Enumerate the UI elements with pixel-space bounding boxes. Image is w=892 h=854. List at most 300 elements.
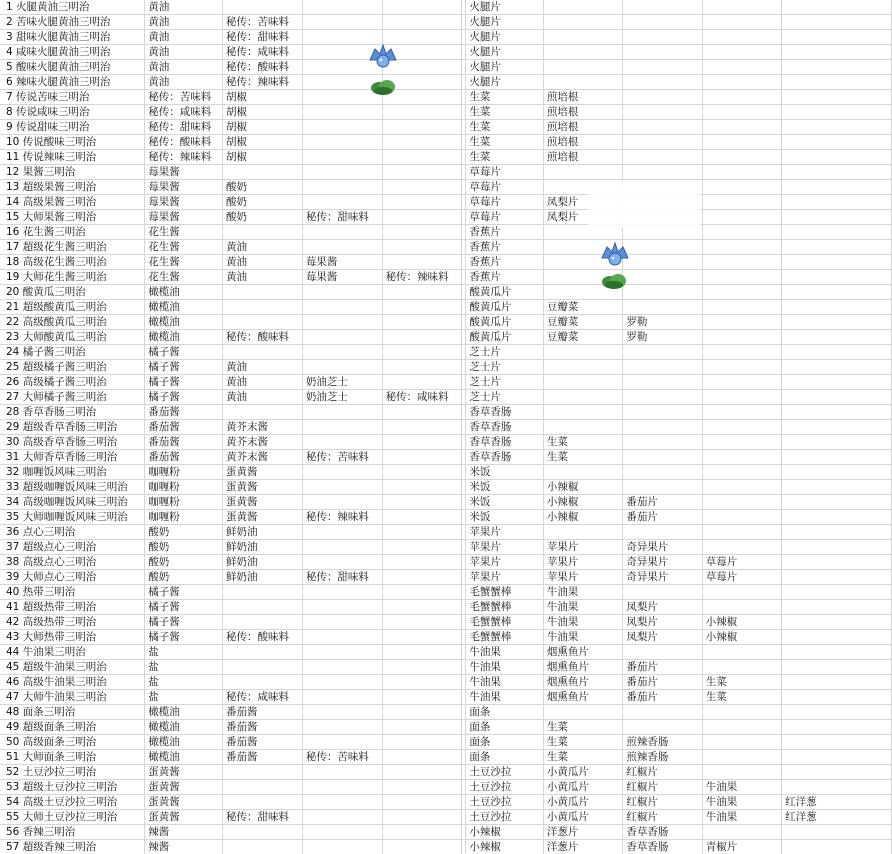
ingredient-cell[interactable] — [702, 225, 781, 240]
ingredient-cell[interactable]: 苹果片 — [466, 570, 543, 585]
ingredient-cell[interactable] — [382, 825, 462, 840]
ingredient-cell[interactable] — [623, 645, 702, 660]
ingredient-cell[interactable] — [382, 630, 462, 645]
ingredient-cell[interactable] — [782, 180, 892, 195]
ingredient-cell[interactable]: 烟熏鱼片 — [543, 675, 622, 690]
ingredient-cell[interactable] — [382, 450, 462, 465]
ingredient-cell[interactable]: 煎培根 — [543, 105, 622, 120]
ingredient-cell[interactable] — [302, 780, 382, 795]
ingredient-cell[interactable] — [382, 15, 462, 30]
recipe-name-cell[interactable]: 34 高级咖喱饭风味三明治 — [0, 495, 145, 510]
ingredient-cell[interactable] — [623, 45, 702, 60]
ingredient-cell[interactable]: 酸黄瓜片 — [466, 300, 543, 315]
ingredient-cell[interactable]: 黄油 — [145, 75, 223, 90]
ingredient-cell[interactable] — [702, 390, 781, 405]
ingredient-cell[interactable]: 毛蟹蟹棒 — [466, 615, 543, 630]
ingredient-cell[interactable] — [302, 465, 382, 480]
ingredient-cell[interactable]: 豆瓣菜 — [543, 315, 622, 330]
ingredient-cell[interactable] — [543, 465, 622, 480]
recipe-name-cell[interactable]: 51 大师面条三明治 — [0, 750, 145, 765]
ingredient-cell[interactable]: 小辣椒 — [543, 480, 622, 495]
recipe-name-cell[interactable]: 36 点心三明治 — [0, 525, 145, 540]
ingredient-cell[interactable] — [382, 105, 462, 120]
ingredient-cell[interactable]: 秘传：甜味料 — [302, 210, 382, 225]
ingredient-cell[interactable] — [302, 435, 382, 450]
ingredient-cell[interactable]: 苹果片 — [543, 570, 622, 585]
ingredient-cell[interactable]: 草莓片 — [702, 555, 781, 570]
recipe-name-cell[interactable]: 1 火腿黄油三明治 — [0, 0, 145, 15]
ingredient-cell[interactable]: 秘传：咸味料 — [223, 690, 303, 705]
ingredient-cell[interactable]: 番茄片 — [623, 690, 702, 705]
ingredient-cell[interactable] — [223, 600, 303, 615]
ingredient-cell[interactable]: 秘传：酸味料 — [223, 330, 303, 345]
ingredient-cell[interactable]: 香蕉片 — [466, 255, 543, 270]
ingredient-cell[interactable]: 番茄片 — [623, 675, 702, 690]
ingredient-cell[interactable] — [382, 210, 462, 225]
ingredient-cell[interactable]: 苹果片 — [543, 540, 622, 555]
ingredient-cell[interactable]: 小辣椒 — [543, 510, 622, 525]
ingredient-cell[interactable] — [702, 660, 781, 675]
ingredient-cell[interactable]: 凤梨片 — [543, 195, 622, 210]
ingredient-cell[interactable] — [302, 420, 382, 435]
ingredient-cell[interactable] — [382, 285, 462, 300]
ingredient-cell[interactable] — [782, 0, 892, 15]
recipe-name-cell[interactable]: 17 超级花生酱三明治 — [0, 240, 145, 255]
ingredient-cell[interactable] — [382, 780, 462, 795]
ingredient-cell[interactable]: 牛油果 — [466, 660, 543, 675]
ingredient-cell[interactable] — [702, 105, 781, 120]
ingredient-cell[interactable] — [543, 375, 622, 390]
ingredient-cell[interactable]: 莓果酱 — [302, 255, 382, 270]
ingredient-cell[interactable]: 奶油芝士 — [302, 375, 382, 390]
ingredient-cell[interactable] — [543, 0, 622, 15]
ingredient-cell[interactable] — [382, 120, 462, 135]
recipe-name-cell[interactable]: 14 高级果酱三明治 — [0, 195, 145, 210]
ingredient-cell[interactable] — [782, 510, 892, 525]
ingredient-cell[interactable] — [302, 360, 382, 375]
ingredient-cell[interactable] — [782, 195, 892, 210]
recipe-name-cell[interactable]: 35 大师咖喱饭风味三明治 — [0, 510, 145, 525]
ingredient-cell[interactable]: 橘子酱 — [145, 585, 223, 600]
ingredient-cell[interactable] — [543, 45, 622, 60]
ingredient-cell[interactable]: 黄油 — [145, 30, 223, 45]
ingredient-cell[interactable] — [302, 330, 382, 345]
ingredient-cell[interactable]: 蛋黄酱 — [223, 465, 303, 480]
ingredient-cell[interactable] — [702, 705, 781, 720]
ingredient-cell[interactable]: 火腿片 — [466, 45, 543, 60]
ingredient-cell[interactable] — [302, 180, 382, 195]
ingredient-cell[interactable]: 小黄瓜片 — [543, 765, 622, 780]
ingredient-cell[interactable]: 酸奶 — [145, 540, 223, 555]
ingredient-cell[interactable]: 莓果酱 — [145, 180, 223, 195]
ingredient-cell[interactable] — [543, 405, 622, 420]
ingredient-cell[interactable]: 花生酱 — [145, 255, 223, 270]
ingredient-cell[interactable] — [382, 330, 462, 345]
ingredient-cell[interactable] — [382, 675, 462, 690]
ingredient-cell[interactable] — [782, 60, 892, 75]
ingredient-cell[interactable]: 番茄酱 — [223, 750, 303, 765]
ingredient-cell[interactable] — [623, 105, 702, 120]
ingredient-cell[interactable]: 橄榄油 — [145, 735, 223, 750]
ingredient-cell[interactable]: 面条 — [466, 705, 543, 720]
ingredient-cell[interactable] — [782, 405, 892, 420]
ingredient-cell[interactable] — [382, 645, 462, 660]
recipe-name-cell[interactable]: 38 高级点心三明治 — [0, 555, 145, 570]
ingredient-cell[interactable] — [543, 525, 622, 540]
ingredient-cell[interactable]: 咖喱粉 — [145, 480, 223, 495]
ingredient-cell[interactable] — [702, 375, 781, 390]
recipe-name-cell[interactable]: 32 咖喱饭风味三明治 — [0, 465, 145, 480]
recipe-name-cell[interactable]: 41 超级热带三明治 — [0, 600, 145, 615]
recipe-name-cell[interactable]: 54 高级土豆沙拉三明治 — [0, 795, 145, 810]
ingredient-cell[interactable] — [782, 750, 892, 765]
ingredient-cell[interactable] — [382, 840, 462, 854]
ingredient-cell[interactable] — [623, 120, 702, 135]
ingredient-cell[interactable]: 黄油 — [223, 240, 303, 255]
ingredient-cell[interactable]: 酸黄瓜片 — [466, 330, 543, 345]
ingredient-cell[interactable] — [302, 555, 382, 570]
ingredient-cell[interactable] — [623, 300, 702, 315]
ingredient-cell[interactable] — [543, 345, 622, 360]
ingredient-cell[interactable]: 鲜奶油 — [223, 525, 303, 540]
ingredient-cell[interactable]: 苹果片 — [466, 555, 543, 570]
ingredient-cell[interactable] — [302, 765, 382, 780]
ingredient-cell[interactable] — [782, 360, 892, 375]
ingredient-cell[interactable]: 香草香肠 — [623, 825, 702, 840]
ingredient-cell[interactable]: 芝士片 — [466, 345, 543, 360]
ingredient-cell[interactable]: 豆瓣菜 — [543, 330, 622, 345]
ingredient-cell[interactable] — [702, 315, 781, 330]
ingredient-cell[interactable] — [782, 330, 892, 345]
ingredient-cell[interactable]: 煎辣香肠 — [623, 735, 702, 750]
ingredient-cell[interactable] — [382, 465, 462, 480]
ingredient-cell[interactable]: 香草香肠 — [466, 450, 543, 465]
ingredient-cell[interactable] — [223, 345, 303, 360]
ingredient-cell[interactable]: 黄油 — [223, 375, 303, 390]
recipe-name-cell[interactable]: 20 酸黄瓜三明治 — [0, 285, 145, 300]
ingredient-cell[interactable] — [623, 450, 702, 465]
ingredient-cell[interactable]: 凤梨片 — [543, 210, 622, 225]
ingredient-cell[interactable] — [623, 270, 702, 285]
ingredient-cell[interactable]: 秘传：辣味料 — [302, 510, 382, 525]
ingredient-cell[interactable] — [302, 405, 382, 420]
ingredient-cell[interactable] — [782, 450, 892, 465]
ingredient-cell[interactable] — [382, 405, 462, 420]
ingredient-cell[interactable]: 秘传：酸味料 — [223, 60, 303, 75]
ingredient-cell[interactable] — [223, 405, 303, 420]
ingredient-cell[interactable] — [382, 705, 462, 720]
ingredient-cell[interactable] — [382, 255, 462, 270]
ingredient-cell[interactable]: 烟熏鱼片 — [543, 660, 622, 675]
ingredient-cell[interactable] — [782, 45, 892, 60]
ingredient-cell[interactable] — [782, 840, 892, 854]
ingredient-cell[interactable]: 小辣椒 — [466, 840, 543, 854]
ingredient-cell[interactable] — [702, 600, 781, 615]
ingredient-cell[interactable]: 土豆沙拉 — [466, 765, 543, 780]
ingredient-cell[interactable]: 橄榄油 — [145, 285, 223, 300]
ingredient-cell[interactable]: 毛蟹蟹棒 — [466, 630, 543, 645]
ingredient-cell[interactable] — [782, 420, 892, 435]
ingredient-cell[interactable]: 秘传：苦味料 — [302, 450, 382, 465]
recipe-name-cell[interactable]: 56 香辣三明治 — [0, 825, 145, 840]
ingredient-cell[interactable]: 番茄酱 — [145, 420, 223, 435]
ingredient-cell[interactable] — [782, 555, 892, 570]
ingredient-cell[interactable] — [382, 300, 462, 315]
ingredient-cell[interactable]: 牛油果 — [543, 630, 622, 645]
recipe-name-cell[interactable]: 33 超级咖喱饭风味三明治 — [0, 480, 145, 495]
ingredient-cell[interactable]: 酸黄瓜片 — [466, 285, 543, 300]
ingredient-cell[interactable] — [382, 555, 462, 570]
recipe-name-cell[interactable]: 6 辣味火腿黄油三明治 — [0, 75, 145, 90]
ingredient-cell[interactable] — [702, 480, 781, 495]
ingredient-cell[interactable]: 蛋黄酱 — [145, 810, 223, 825]
ingredient-cell[interactable] — [782, 105, 892, 120]
ingredient-cell[interactable]: 牛油果 — [466, 690, 543, 705]
ingredient-cell[interactable] — [623, 15, 702, 30]
ingredient-cell[interactable]: 黄芥末酱 — [223, 435, 303, 450]
ingredient-cell[interactable] — [382, 735, 462, 750]
ingredient-cell[interactable] — [623, 240, 702, 255]
ingredient-cell[interactable] — [702, 135, 781, 150]
ingredient-cell[interactable]: 红椒片 — [623, 810, 702, 825]
ingredient-cell[interactable]: 橘子酱 — [145, 390, 223, 405]
ingredient-cell[interactable] — [302, 645, 382, 660]
ingredient-cell[interactable]: 火腿片 — [466, 15, 543, 30]
ingredient-cell[interactable] — [302, 660, 382, 675]
ingredient-cell[interactable]: 酸奶 — [223, 180, 303, 195]
ingredient-cell[interactable]: 秘传：苦味料 — [223, 15, 303, 30]
recipe-name-cell[interactable]: 26 高级橘子酱三明治 — [0, 375, 145, 390]
recipe-name-cell[interactable]: 45 超级牛油果三明治 — [0, 660, 145, 675]
ingredient-cell[interactable]: 红椒片 — [623, 765, 702, 780]
ingredient-cell[interactable]: 橄榄油 — [145, 330, 223, 345]
ingredient-cell[interactable] — [782, 585, 892, 600]
ingredient-cell[interactable] — [223, 300, 303, 315]
ingredient-cell[interactable]: 烟熏鱼片 — [543, 645, 622, 660]
ingredient-cell[interactable] — [302, 495, 382, 510]
ingredient-cell[interactable] — [782, 495, 892, 510]
ingredient-cell[interactable]: 橘子酱 — [145, 375, 223, 390]
ingredient-cell[interactable]: 黄油 — [145, 60, 223, 75]
ingredient-cell[interactable]: 橄榄油 — [145, 750, 223, 765]
ingredient-cell[interactable]: 火腿片 — [466, 75, 543, 90]
ingredient-cell[interactable]: 黄油 — [145, 45, 223, 60]
ingredient-cell[interactable]: 番茄酱 — [223, 720, 303, 735]
ingredient-cell[interactable] — [702, 120, 781, 135]
ingredient-cell[interactable]: 秘传：咸味料 — [223, 45, 303, 60]
recipe-name-cell[interactable]: 31 大师香草香肠三明治 — [0, 450, 145, 465]
recipe-name-cell[interactable]: 10 传说酸味三明治 — [0, 135, 145, 150]
ingredient-cell[interactable]: 黄油 — [223, 255, 303, 270]
ingredient-cell[interactable] — [623, 480, 702, 495]
ingredient-cell[interactable] — [623, 420, 702, 435]
ingredient-cell[interactable]: 罗勒 — [623, 315, 702, 330]
ingredient-cell[interactable] — [623, 135, 702, 150]
ingredient-cell[interactable] — [782, 225, 892, 240]
ingredient-cell[interactable] — [223, 780, 303, 795]
ingredient-cell[interactable] — [302, 720, 382, 735]
ingredient-cell[interactable] — [382, 525, 462, 540]
ingredient-cell[interactable] — [702, 645, 781, 660]
ingredient-cell[interactable] — [382, 435, 462, 450]
ingredient-cell[interactable] — [223, 615, 303, 630]
ingredient-cell[interactable]: 酸黄瓜片 — [466, 315, 543, 330]
ingredient-cell[interactable]: 面条 — [466, 720, 543, 735]
ingredient-cell[interactable]: 橄榄油 — [145, 300, 223, 315]
ingredient-cell[interactable]: 生菜 — [702, 690, 781, 705]
ingredient-cell[interactable] — [702, 525, 781, 540]
ingredient-cell[interactable]: 草莓片 — [466, 165, 543, 180]
ingredient-cell[interactable] — [382, 165, 462, 180]
ingredient-cell[interactable]: 橘子酱 — [145, 360, 223, 375]
ingredient-cell[interactable]: 香草香肠 — [466, 405, 543, 420]
ingredient-cell[interactable] — [382, 345, 462, 360]
ingredient-cell[interactable]: 洋葱片 — [543, 825, 622, 840]
ingredient-cell[interactable]: 咖喱粉 — [145, 510, 223, 525]
ingredient-cell[interactable] — [302, 525, 382, 540]
ingredient-cell[interactable] — [302, 630, 382, 645]
ingredient-cell[interactable] — [223, 795, 303, 810]
ingredient-cell[interactable]: 酸奶 — [145, 570, 223, 585]
ingredient-cell[interactable] — [382, 135, 462, 150]
ingredient-cell[interactable] — [623, 585, 702, 600]
ingredient-cell[interactable] — [302, 345, 382, 360]
ingredient-cell[interactable] — [223, 165, 303, 180]
ingredient-cell[interactable]: 奇异果片 — [623, 555, 702, 570]
recipe-name-cell[interactable]: 47 大师牛油果三明治 — [0, 690, 145, 705]
ingredient-cell[interactable] — [702, 165, 781, 180]
ingredient-cell[interactable] — [782, 765, 892, 780]
ingredient-cell[interactable] — [782, 390, 892, 405]
recipe-name-cell[interactable]: 12 果酱三明治 — [0, 165, 145, 180]
ingredient-cell[interactable] — [543, 60, 622, 75]
ingredient-cell[interactable] — [382, 660, 462, 675]
ingredient-cell[interactable]: 小黄瓜片 — [543, 795, 622, 810]
recipe-name-cell[interactable]: 30 高级香草香肠三明治 — [0, 435, 145, 450]
ingredient-cell[interactable]: 米饭 — [466, 465, 543, 480]
ingredient-cell[interactable] — [782, 315, 892, 330]
ingredient-cell[interactable] — [702, 495, 781, 510]
ingredient-cell[interactable] — [302, 585, 382, 600]
ingredient-cell[interactable] — [782, 90, 892, 105]
ingredient-cell[interactable]: 芝士片 — [466, 360, 543, 375]
ingredient-cell[interactable] — [382, 765, 462, 780]
ingredient-cell[interactable] — [623, 390, 702, 405]
ingredient-cell[interactable]: 盐 — [145, 645, 223, 660]
recipe-name-cell[interactable]: 5 酸味火腿黄油三明治 — [0, 60, 145, 75]
ingredient-cell[interactable]: 米饭 — [466, 510, 543, 525]
ingredient-cell[interactable]: 面条 — [466, 735, 543, 750]
ingredient-cell[interactable]: 煎培根 — [543, 120, 622, 135]
ingredient-cell[interactable]: 番茄酱 — [145, 435, 223, 450]
ingredient-cell[interactable] — [543, 360, 622, 375]
ingredient-cell[interactable]: 蛋黄酱 — [223, 480, 303, 495]
ingredient-cell[interactable]: 胡椒 — [223, 105, 303, 120]
ingredient-cell[interactable]: 橘子酱 — [145, 630, 223, 645]
ingredient-cell[interactable]: 秘传：苦味料 — [145, 90, 223, 105]
ingredient-cell[interactable] — [302, 795, 382, 810]
recipe-name-cell[interactable]: 42 高级热带三明治 — [0, 615, 145, 630]
ingredient-cell[interactable] — [623, 345, 702, 360]
ingredient-cell[interactable] — [702, 405, 781, 420]
ingredient-cell[interactable] — [702, 345, 781, 360]
ingredient-cell[interactable]: 小辣椒 — [466, 825, 543, 840]
ingredient-cell[interactable] — [302, 120, 382, 135]
ingredient-cell[interactable]: 胡椒 — [223, 150, 303, 165]
ingredient-cell[interactable] — [702, 15, 781, 30]
ingredient-cell[interactable]: 胡椒 — [223, 90, 303, 105]
ingredient-cell[interactable] — [223, 285, 303, 300]
recipe-name-cell[interactable]: 28 香草香肠三明治 — [0, 405, 145, 420]
ingredient-cell[interactable] — [702, 510, 781, 525]
ingredient-cell[interactable]: 毛蟹蟹棒 — [466, 600, 543, 615]
ingredient-cell[interactable] — [623, 165, 702, 180]
ingredient-cell[interactable] — [543, 420, 622, 435]
ingredient-cell[interactable]: 土豆沙拉 — [466, 795, 543, 810]
ingredient-cell[interactable] — [382, 480, 462, 495]
ingredient-cell[interactable]: 辣酱 — [145, 840, 223, 854]
ingredient-cell[interactable]: 草莓片 — [466, 210, 543, 225]
ingredient-cell[interactable] — [782, 630, 892, 645]
ingredient-cell[interactable]: 土豆沙拉 — [466, 780, 543, 795]
ingredient-cell[interactable]: 牛油果 — [466, 645, 543, 660]
ingredient-cell[interactable] — [302, 105, 382, 120]
ingredient-cell[interactable]: 小辣椒 — [702, 630, 781, 645]
ingredient-cell[interactable] — [782, 645, 892, 660]
ingredient-cell[interactable]: 生菜 — [543, 735, 622, 750]
ingredient-cell[interactable]: 苹果片 — [543, 555, 622, 570]
ingredient-cell[interactable]: 生菜 — [543, 720, 622, 735]
ingredient-cell[interactable] — [382, 615, 462, 630]
ingredient-cell[interactable]: 芝士片 — [466, 390, 543, 405]
ingredient-cell[interactable]: 豆瓣菜 — [543, 300, 622, 315]
ingredient-cell[interactable]: 鲜奶油 — [223, 570, 303, 585]
ingredient-cell[interactable]: 番茄片 — [623, 510, 702, 525]
ingredient-cell[interactable] — [543, 15, 622, 30]
ingredient-cell[interactable]: 牛油果 — [543, 615, 622, 630]
ingredient-cell[interactable] — [782, 525, 892, 540]
ingredient-cell[interactable] — [782, 540, 892, 555]
ingredient-cell[interactable] — [302, 165, 382, 180]
ingredient-cell[interactable]: 凤梨片 — [623, 600, 702, 615]
ingredient-cell[interactable] — [702, 765, 781, 780]
ingredient-cell[interactable]: 牛油果 — [702, 810, 781, 825]
ingredient-cell[interactable] — [782, 240, 892, 255]
ingredient-cell[interactable]: 草莓片 — [466, 195, 543, 210]
ingredient-cell[interactable]: 番茄酱 — [223, 735, 303, 750]
ingredient-cell[interactable]: 酸奶 — [223, 210, 303, 225]
ingredient-cell[interactable] — [623, 360, 702, 375]
ingredient-cell[interactable] — [223, 765, 303, 780]
ingredient-cell[interactable]: 香草香肠 — [466, 420, 543, 435]
ingredient-cell[interactable]: 秘传：咸味料 — [382, 390, 462, 405]
ingredient-cell[interactable]: 秘传：酸味料 — [145, 135, 223, 150]
ingredient-cell[interactable] — [382, 720, 462, 735]
recipe-name-cell[interactable]: 24 橘子酱三明治 — [0, 345, 145, 360]
ingredient-cell[interactable] — [782, 300, 892, 315]
ingredient-cell[interactable]: 莓果酱 — [145, 195, 223, 210]
ingredient-cell[interactable] — [382, 375, 462, 390]
ingredient-cell[interactable]: 秘传：甜味料 — [145, 120, 223, 135]
ingredient-cell[interactable]: 面条 — [466, 750, 543, 765]
ingredient-cell[interactable] — [702, 465, 781, 480]
ingredient-cell[interactable]: 煎培根 — [543, 90, 622, 105]
ingredient-cell[interactable]: 黄油 — [223, 270, 303, 285]
ingredient-cell[interactable]: 牛油果 — [466, 675, 543, 690]
recipe-name-cell[interactable]: 3 甜味火腿黄油三明治 — [0, 30, 145, 45]
ingredient-cell[interactable]: 生菜 — [466, 120, 543, 135]
ingredient-cell[interactable] — [702, 90, 781, 105]
